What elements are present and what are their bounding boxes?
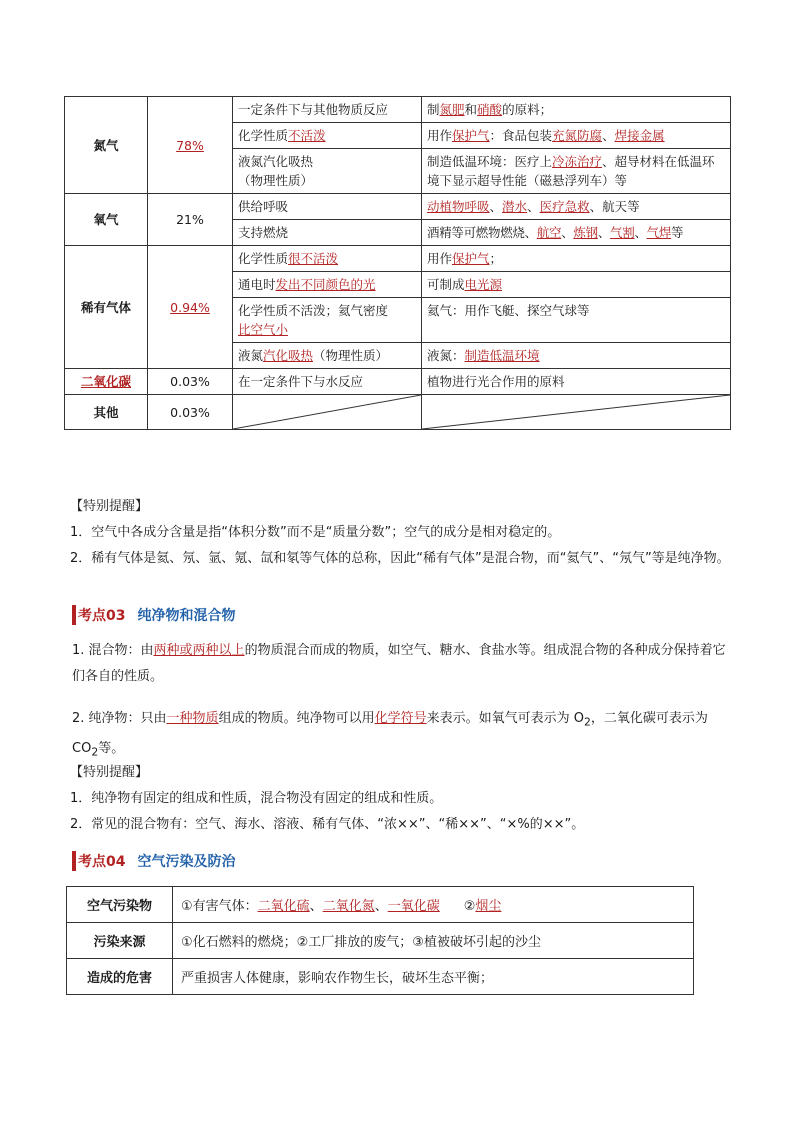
mixture-definition: 1. 混合物：由两种或两种以上的物质混合而成的物质，如空气、糖水、食盐水等。组成混合物的各种成分保持着它们各自的性质。 — [72, 643, 726, 684]
property-cell: 液氮汽化吸热（物理性质） — [233, 343, 422, 369]
use-cell: 动植物呼吸、潜水、医疗急救、航天等 — [422, 194, 731, 220]
section-heading — [72, 850, 235, 872]
reminder-block — [70, 494, 730, 572]
use-cell: 氦气：用作飞艇、探空气球等 — [422, 298, 731, 343]
property-cell: 在一定条件下与水反应 — [233, 369, 422, 395]
property-cell: 液氮汽化吸热 （物理性质） — [233, 149, 422, 194]
reminder-line: 1．空气中各成分含量是指“体积分数”而不是“质量分数”；空气的成分是相对稳定的。 — [70, 525, 561, 540]
gas-name: 氧气 — [65, 194, 148, 246]
gas-name: 二氧化碳 — [65, 369, 148, 395]
table-row — [65, 194, 731, 220]
heading-bar — [72, 851, 76, 871]
gas-name: 其他 — [65, 395, 148, 430]
use-cell: 酒精等可燃物燃烧、航空、炼钢、气割、气焊等 — [422, 220, 731, 246]
air-pollution-table — [66, 886, 694, 995]
gas-percent: 0.94% — [148, 246, 233, 369]
air-composition-table — [64, 96, 731, 430]
use-cell: 植物进行光合作用的原料 — [422, 369, 731, 395]
property-cell: 通电时发出不同颜色的光 — [233, 272, 422, 298]
gas-name: 稀有气体 — [65, 246, 148, 369]
row-value: ①化石燃料的燃烧；②工厂排放的废气；③植被破坏引起的沙尘 — [173, 923, 694, 959]
property-cell: 一定条件下与其他物质反应 — [233, 97, 422, 123]
use-cell: 液氮：制造低温环境 — [422, 343, 731, 369]
section-number: 考点03 — [78, 608, 126, 624]
table-row — [65, 369, 731, 395]
table-row — [65, 97, 731, 123]
row-label: 空气污染物 — [67, 887, 173, 923]
reminder-line: 1．纯净物有固定的组成和性质，混合物没有固定的组成和性质。 — [70, 791, 443, 806]
gas-percent: 21% — [148, 194, 233, 246]
use-cell: 用作保护气：食品包装充氮防腐、焊接金属 — [422, 123, 731, 149]
table-row — [67, 923, 694, 959]
property-cell: 化学性质很不活泼 — [233, 246, 422, 272]
use-cell: 制氮肥和硝酸的原料； — [422, 97, 731, 123]
pure-substance-definition: 2. 纯净物：只由一种物质组成的物质。纯净物可以用化学符号来表示。如氧气可表示为 $O_2$，二氧化碳可表示为 $CO_2$等。 — [72, 711, 708, 759]
property-cell: 支持燃烧 — [233, 220, 422, 246]
gas-percent: 0.03% — [148, 369, 233, 395]
reminder-block — [70, 760, 730, 838]
table-row — [67, 887, 694, 923]
use-cell: 用作保护气； — [422, 246, 731, 272]
property-cell: 化学性质不活泼；氦气密度 比空气小 — [233, 298, 422, 343]
use-cell: 制造低温环境：医疗上冷冻治疗、超导材料在低温环境下显示超导性能（磁悬浮列车）等 — [422, 149, 731, 194]
gas-percent: 0.03% — [148, 395, 233, 430]
gas-percent: 78% — [148, 97, 233, 194]
diagonal-empty-cell — [422, 395, 731, 430]
table-row — [67, 959, 694, 995]
heading-bar — [72, 605, 76, 625]
section-title: 空气污染及防治 — [137, 854, 236, 870]
reminder-title: 【特别提醒】 — [70, 499, 149, 514]
diagonal-empty-cell — [233, 395, 422, 430]
property-cell: 供给呼吸 — [233, 194, 422, 220]
row-label: 造成的危害 — [67, 959, 173, 995]
reminder-line: 2．常见的混合物有：空气、海水、溶液、稀有气体、“浓××”、“稀××”、“×%的××”。 — [70, 817, 585, 832]
row-value: ①有害气体：二氧化硫、二氧化氮、一氧化碳 ②烟尘 — [173, 887, 694, 923]
row-label: 污染来源 — [67, 923, 173, 959]
row-value: 严重损害人体健康，影响农作物生长，破坏生态平衡； — [173, 959, 694, 995]
reminder-line: 2．稀有气体是氦、氖、氩、氪、氙和氡等气体的总称，因此“稀有气体”是混合物，而“氦气”、“氖气”等是纯净物。 — [70, 551, 730, 566]
reminder-title: 【特别提醒】 — [70, 765, 149, 780]
gas-name: 氮气 — [65, 97, 148, 194]
table-row — [65, 246, 731, 272]
section-heading — [72, 604, 235, 626]
property-cell: 化学性质不活泼 — [233, 123, 422, 149]
use-cell: 可制成电光源 — [422, 272, 731, 298]
section-number: 考点04 — [78, 854, 126, 870]
table-row — [65, 395, 731, 430]
section-title: 纯净物和混合物 — [137, 608, 236, 624]
